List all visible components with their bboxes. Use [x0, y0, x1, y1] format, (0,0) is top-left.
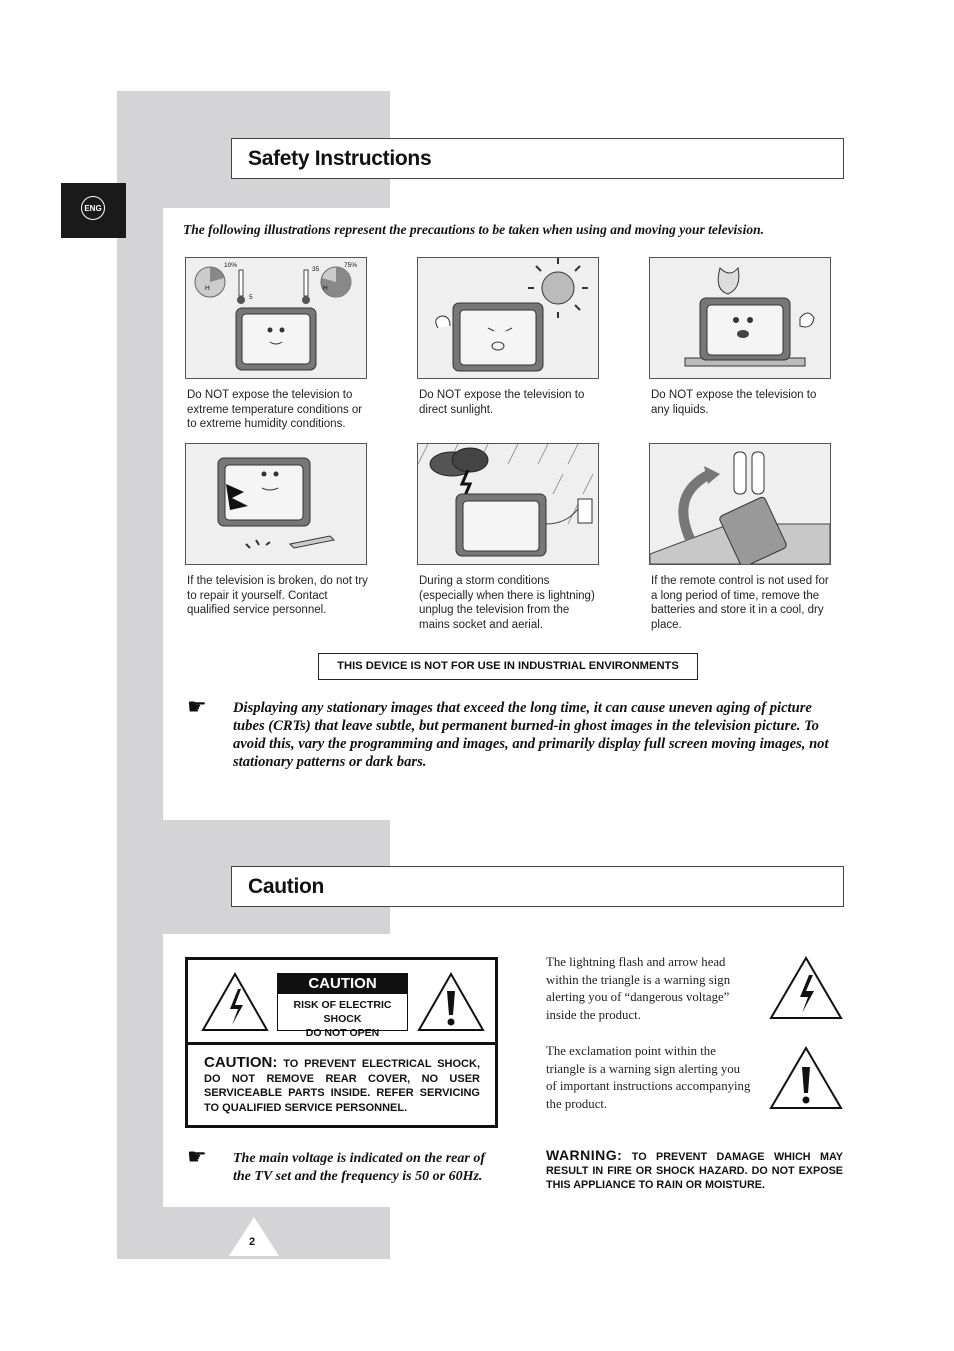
- illustration-sunlight: [417, 257, 599, 379]
- illustration-storm: [417, 443, 599, 565]
- language-tab: [61, 183, 126, 238]
- pointing-hand-icon-2: ☛: [187, 1144, 207, 1169]
- burn-in-note: Displaying any stationary images that exceed the long time, it can cause uneven aging of picture tubes (CRTs) that leave subtle, but permanent burned-in ghost images in the television picture. To avoid this, vary the programming and images, and primarily display full screen moving images, not stationary patterns or dark bars.: [233, 700, 829, 770]
- language-tab-label: ENG: [81, 196, 105, 220]
- storm-lightning-icon: [418, 444, 598, 564]
- exclamation-description: The exclamation point within the triangle is a warning sign alerting you of important instructions accompanying the product.: [546, 1044, 751, 1111]
- safety-intro: The following illustrations represent the precautions to be taken when using and moving your television.: [183, 222, 764, 237]
- caution-body-text: TO PREVENT ELECTRICAL SHOCK, DO NOT REMOVE REAR COVER, NO USER SERVICEABLE PARTS INSIDE. REFER SERVICING TO QUALIFIED SERVICE PERSONNEL.: [204, 1058, 480, 1114]
- caption-storm: During a storm conditions (especially when there is lightning) unplug the television from the mains socket and aerial.: [419, 575, 595, 631]
- risk-line-1: RISK OF ELECTRIC SHOCK: [293, 999, 392, 1025]
- temp-low-label: 5: [249, 294, 253, 301]
- humidity-h-label-left: H: [205, 285, 210, 292]
- liquid-icon: [650, 258, 830, 378]
- exclamation-triangle-icon: [417, 971, 485, 1033]
- illustration-liquid: [649, 257, 831, 379]
- caution-label-panel: [185, 957, 498, 1128]
- caption-liquid: Do NOT expose the television to any liquids.: [651, 389, 817, 416]
- caution-heading-box: [231, 866, 844, 907]
- caution-body: [204, 1056, 480, 1115]
- caption-remote: If the remote control is not used for a long period of time, remove the batteries and store it in a cool, dry place.: [651, 575, 829, 631]
- gray-band-left: [117, 91, 163, 1259]
- exclamation-warning-icon: [768, 1045, 844, 1111]
- caution-badge: CAUTION: [278, 974, 407, 994]
- caption-sunlight: Do NOT expose the television to direct sunlight.: [419, 389, 585, 416]
- illustration-remote: [649, 443, 831, 565]
- safety-heading-box: [231, 138, 844, 179]
- page-number: 2: [249, 1236, 256, 1248]
- humidity-h-label-right: H: [323, 285, 328, 292]
- caption-temperature: Do NOT expose the television to extreme temperature conditions or to extreme humidity conditions.: [187, 389, 363, 431]
- warning-body: TO PREVENT DAMAGE WHICH MAY RESULT IN FIRE OR SHOCK HAZARD. DO NOT EXPOSE THIS APPLIANCE TO RAIN OR MOISTURE.: [546, 1151, 843, 1192]
- industrial-notice: THIS DEVICE IS NOT FOR USE IN INDUSTRIAL ENVIRONMENTS: [318, 653, 698, 680]
- humidity-high-label: 75%: [344, 262, 358, 269]
- voltage-note: The main voltage is indicated on the rear of the TV set and the frequency is 50 or 60Hz.: [233, 1151, 485, 1184]
- risk-line-2: DO NOT OPEN: [305, 1027, 380, 1039]
- pointing-hand-icon: ☛: [187, 694, 207, 719]
- lightning-warning-icon: [768, 955, 844, 1021]
- temperature-humidity-icon: [186, 258, 366, 378]
- illustration-temperature: [185, 257, 367, 379]
- illustration-broken: [185, 443, 367, 565]
- warning-lead: WARNING:: [546, 1147, 623, 1163]
- caption-broken: If the television is broken, do not try to repair it yourself. Contact qualified service personnel.: [187, 575, 368, 617]
- caution-divider: [188, 1042, 495, 1045]
- broken-tv-icon: [186, 444, 366, 564]
- sunlight-icon: [418, 258, 598, 378]
- caution-center-box: [277, 973, 408, 1039]
- caution-body-lead: CAUTION:: [204, 1054, 278, 1071]
- lightning-triangle-icon: [201, 971, 269, 1033]
- caution-title: Caution: [248, 875, 325, 898]
- remote-batteries-icon: [650, 444, 830, 564]
- temp-high-label: 35: [312, 266, 320, 273]
- humidity-low-label: 10%: [224, 262, 238, 269]
- safety-title: Safety Instructions: [248, 147, 432, 170]
- lightning-description: The lightning flash and arrow head within the triangle is a warning sign alerting you of “dangerous voltage” inside the product.: [546, 955, 731, 1022]
- warning-block: [546, 1148, 843, 1193]
